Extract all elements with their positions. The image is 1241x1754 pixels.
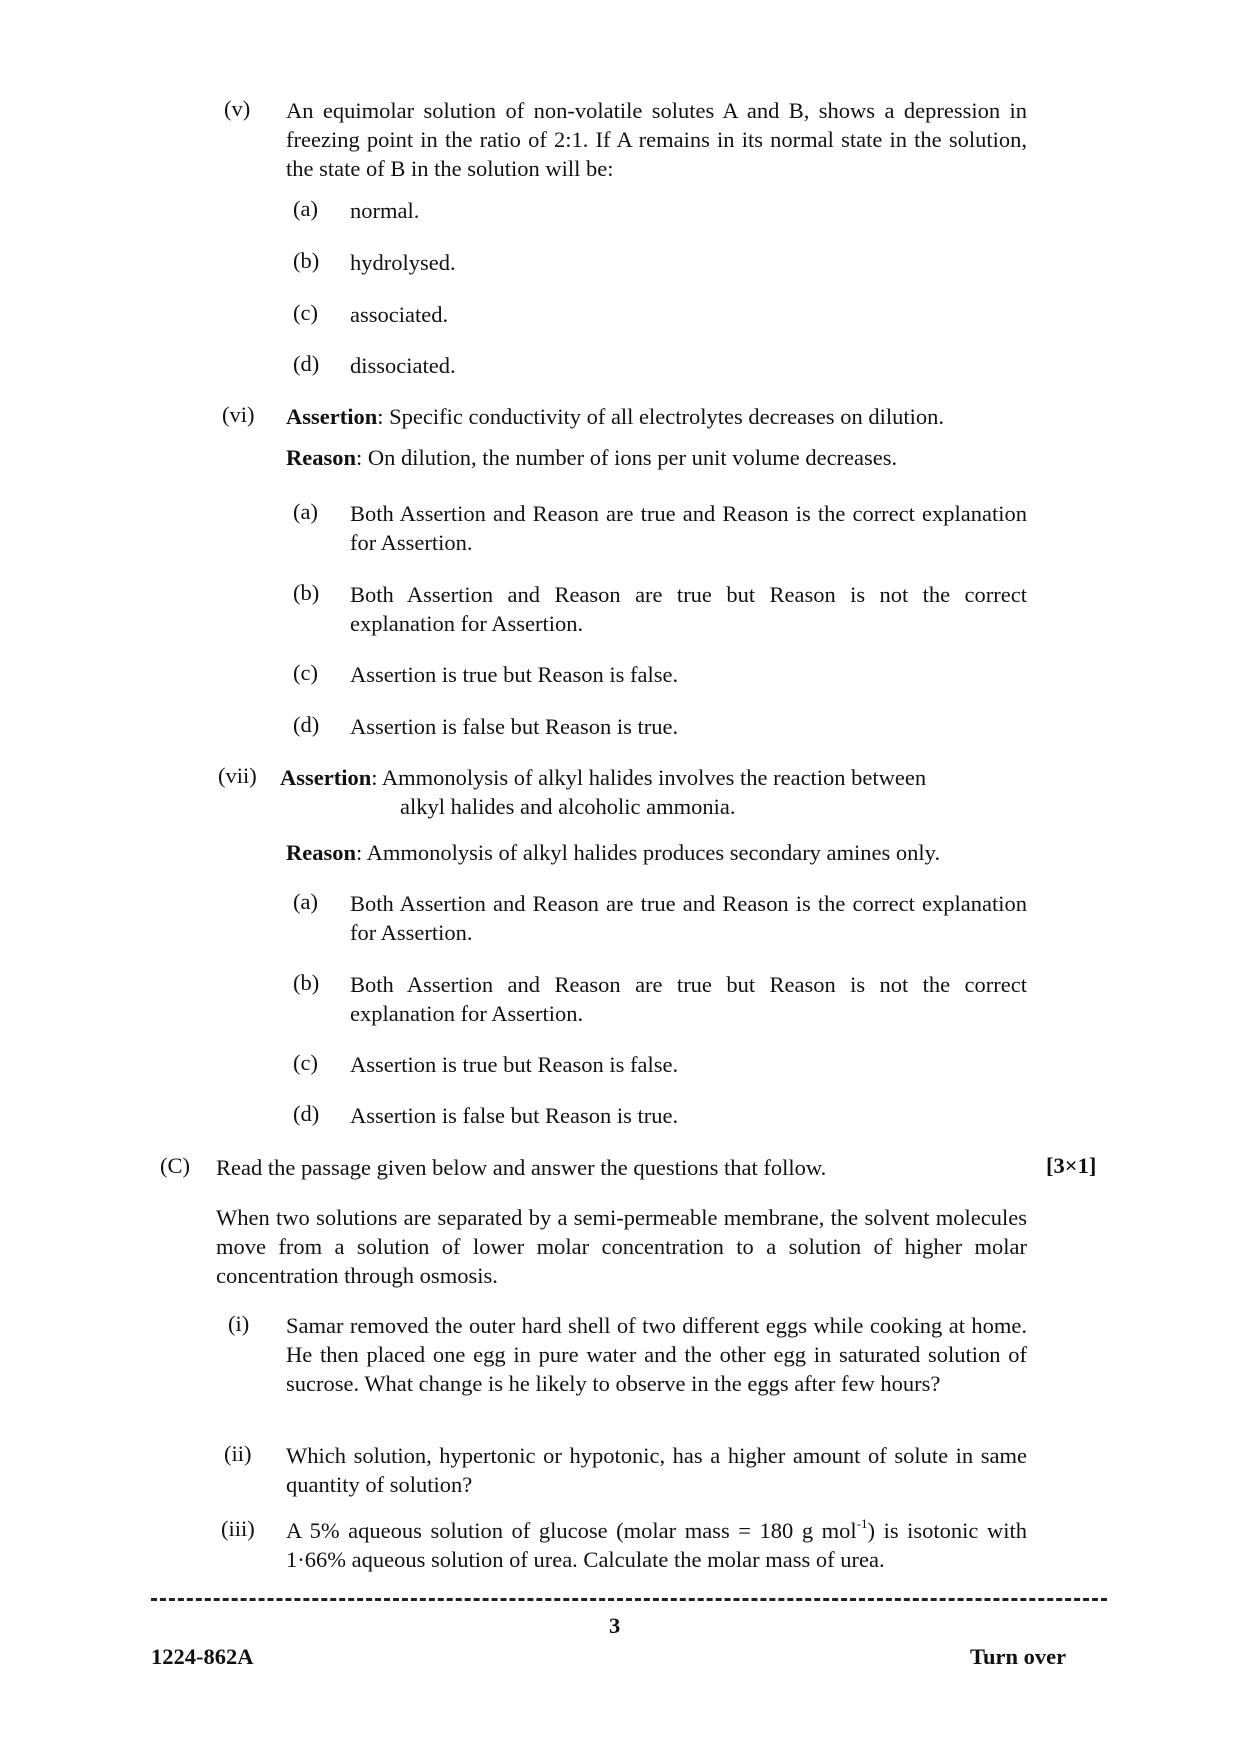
option-label: (b)	[293, 970, 320, 995]
question-vi-assertion	[286, 402, 944, 431]
option-label: (b)	[293, 248, 320, 273]
option-text: associated.	[350, 302, 449, 327]
option-label: (c)	[293, 1050, 318, 1075]
assertion-text-continued: alkyl halides and alcoholic ammonia.	[400, 794, 736, 819]
sub-question-text: Samar removed the outer hard shell of two different eggs while cooking at home. He then placed one egg in pure water and the other egg in saturated solution of sucrose. What change is he likely to observe in the eggs after few hours?	[286, 1313, 1027, 1396]
sub-question-text-part: A 5% aqueous solution of glucose (molar mass = 180 g mol	[286, 1518, 857, 1543]
option-label: (b)	[293, 580, 320, 605]
option-text: normal.	[350, 198, 420, 223]
option-text: dissociated.	[350, 353, 456, 378]
question-number-vi: (vi)	[222, 402, 255, 427]
passage-text: When two solutions are separated by a semi-permeable membrane, the solvent molecules move from a solution of lower molar concentration to a solution of higher molar concentration through osmosis.	[216, 1205, 1027, 1288]
sub-question-text	[286, 1516, 1027, 1574]
option-text: Both Assertion and Reason are true but Reason is not the correct explanation for Assertion.	[350, 972, 1027, 1026]
option-text: Assertion is true but Reason is false.	[350, 1052, 679, 1077]
option-label: (a)	[293, 889, 318, 914]
section-c-number: (C)	[160, 1153, 190, 1178]
question-v-text: An equimolar solution of non-volatile solutes A and B, shows a depression in freezing point in the ratio of 2:1. If A remains in its normal state in the solution, the state of B in the solution will be:	[286, 98, 1027, 181]
sub-question-text-part: ) is isotonic with 1·66% aqueous solution of urea. Calculate the molar mass of urea.	[286, 1518, 1027, 1572]
paper-code: 1224-862A	[151, 1644, 254, 1669]
reason-text: : On dilution, the number of ions per unit volume decreases.	[356, 445, 898, 470]
assertion-label: Assertion	[286, 404, 378, 429]
question-number-v: (v)	[224, 96, 251, 121]
option-label: (a)	[293, 196, 318, 221]
dashed-divider	[151, 1598, 1107, 1601]
option-label: (d)	[293, 712, 320, 737]
option-label: (a)	[293, 499, 318, 524]
reason-label: Reason	[286, 840, 357, 865]
superscript: -1	[856, 1515, 868, 1531]
reason-label: Reason	[286, 445, 357, 470]
section-c-heading: Read the passage given below and answer the questions that follow.	[216, 1155, 827, 1180]
question-vi-reason	[286, 443, 897, 472]
assertion-label: Assertion	[280, 765, 372, 790]
reason-text: : Ammonolysis of alkyl halides produces secondary amines only.	[356, 840, 941, 865]
question-number-vii: (vii)	[218, 763, 257, 788]
question-vii-assertion	[280, 763, 1027, 792]
sub-question-number: (iii)	[221, 1516, 255, 1541]
turn-over-label: Turn over	[970, 1644, 1067, 1669]
option-label: (c)	[293, 660, 318, 685]
option-text: Both Assertion and Reason are true and Reason is the correct explanation for Assertion.	[350, 891, 1027, 945]
sub-question-number: (ii)	[224, 1441, 252, 1466]
option-text: Both Assertion and Reason are true and Reason is the correct explanation for Assertion.	[350, 501, 1027, 555]
assertion-text: : Ammonolysis of alkyl halides involves the reaction between	[371, 765, 927, 790]
option-label: (d)	[293, 351, 320, 376]
option-text: Assertion is false but Reason is true.	[350, 714, 679, 739]
option-label: (d)	[293, 1101, 320, 1126]
question-vii-reason	[286, 838, 940, 867]
marks-label: [3×1]	[1046, 1153, 1097, 1178]
option-text: hydrolysed.	[350, 250, 456, 275]
assertion-text: : Specific conductivity of all electrolytes decreases on dilution.	[377, 404, 944, 429]
option-text: Assertion is false but Reason is true.	[350, 1103, 679, 1128]
option-label: (c)	[293, 300, 318, 325]
page-number: 3	[609, 1613, 621, 1638]
sub-question-number: (i)	[228, 1311, 250, 1336]
option-text: Assertion is true but Reason is false.	[350, 662, 679, 687]
option-text: Both Assertion and Reason are true but Reason is not the correct explanation for Assertion.	[350, 582, 1027, 636]
sub-question-text: Which solution, hypertonic or hypotonic, has a higher amount of solute in same quantity of solution?	[286, 1443, 1027, 1497]
